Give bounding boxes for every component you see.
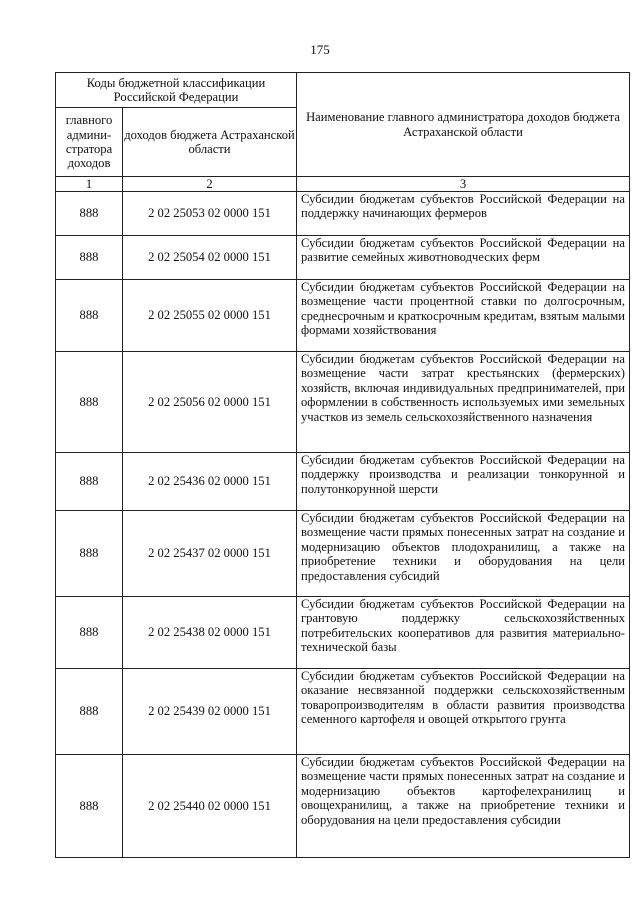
table-row bbox=[56, 453, 630, 511]
income-name-cell: Субсидии бюджетам субъектов Российской Федерации на поддержку начинающих фермеров bbox=[297, 192, 630, 236]
admin-code-cell: 888 bbox=[56, 352, 123, 453]
header-column-number-1: 1 bbox=[56, 177, 123, 192]
income-code-cell: 2 02 25056 02 0000 151 bbox=[123, 352, 297, 453]
income-code-cell: 2 02 25054 02 0000 151 bbox=[123, 236, 297, 280]
income-name-cell: Субсидии бюджетам субъектов Российской Федерации на поддержку производства и реализации тонкорунной и полутонкорунной шерсти bbox=[297, 453, 630, 511]
header-regional-income: доходов бюджета Астраханской области bbox=[123, 108, 297, 177]
income-code-cell: 2 02 25438 02 0000 151 bbox=[123, 597, 297, 669]
table-row bbox=[56, 669, 630, 755]
income-code-cell: 2 02 25440 02 0000 151 bbox=[123, 755, 297, 858]
header-column-number-2: 2 bbox=[123, 177, 297, 192]
table-row bbox=[56, 192, 630, 236]
admin-code-cell: 888 bbox=[56, 453, 123, 511]
income-name-cell: Субсидии бюджетам субъектов Российской Федерации на возмещение части затрат крестьянских (фермерских) хозяйств, включая индивидуальных предпринимателей, при оформлении в собственность используемых ими земельных участков из земель сельскохозяйственного назначения bbox=[297, 352, 630, 453]
income-name-cell: Субсидии бюджетам субъектов Российской Федерации на возмещение части процентной ставки по долгосрочным, среднесрочным и краткосрочным кредитам, взятым малыми формами хозяйствования bbox=[297, 280, 630, 352]
table-row bbox=[56, 236, 630, 280]
income-name-cell: Субсидии бюджетам субъектов Российской Федерации на развитие семейных животноводческих ферм bbox=[297, 236, 630, 280]
table-row bbox=[56, 597, 630, 669]
income-code-cell: 2 02 25055 02 0000 151 bbox=[123, 280, 297, 352]
income-name-cell: Субсидии бюджетам субъектов Российской Федерации на возмещение части прямых понесенных затрат на создание и модернизацию объектов картофелехранилищ и овощехранилищ, а также на приобретение техники и оборудования на цели предоставления субсидии bbox=[297, 755, 630, 858]
table-row bbox=[56, 755, 630, 858]
income-name-cell: Субсидии бюджетам субъектов Российской Федерации на оказание несвязанной поддержки сельскохозяйственным товаропроизводителям в области развития производства семенного картофеля и овощей открытого грунта bbox=[297, 669, 630, 755]
page-number: 175 bbox=[310, 42, 330, 57]
admin-code-cell: 888 bbox=[56, 597, 123, 669]
header-administrator-name: Наименование главного администратора доходов бюджета Астраханской области bbox=[297, 73, 630, 177]
income-name-cell: Субсидии бюджетам субъектов Российской Федерации на грантовую поддержку сельскохозяйственных потребительских кооперативов для развития материально-технической базы bbox=[297, 597, 630, 669]
header-column-number-3: 3 bbox=[297, 177, 630, 192]
header-classification-codes: Коды бюджетной классификации Российской Федерации bbox=[56, 73, 297, 108]
admin-code-cell: 888 bbox=[56, 669, 123, 755]
table-row bbox=[56, 511, 630, 597]
admin-code-cell: 888 bbox=[56, 511, 123, 597]
admin-code-cell: 888 bbox=[56, 192, 123, 236]
admin-code-cell: 888 bbox=[56, 280, 123, 352]
admin-code-cell: 888 bbox=[56, 236, 123, 280]
income-code-cell: 2 02 25439 02 0000 151 bbox=[123, 669, 297, 755]
header-main-administrator: главного админи-стратора доходов bbox=[56, 108, 123, 177]
income-code-cell: 2 02 25436 02 0000 151 bbox=[123, 453, 297, 511]
admin-code-cell: 888 bbox=[56, 755, 123, 858]
income-name-cell: Субсидии бюджетам субъектов Российской Федерации на возмещение части прямых понесенных затрат на создание и модернизацию объектов плодохранилищ, а также на приобретение техники и оборудования на цели предоставления субсидий bbox=[297, 511, 630, 597]
table-row bbox=[56, 280, 630, 352]
income-code-cell: 2 02 25437 02 0000 151 bbox=[123, 511, 297, 597]
table-row bbox=[56, 352, 630, 453]
budget-classification-table bbox=[55, 72, 630, 858]
income-code-cell: 2 02 25053 02 0000 151 bbox=[123, 192, 297, 236]
